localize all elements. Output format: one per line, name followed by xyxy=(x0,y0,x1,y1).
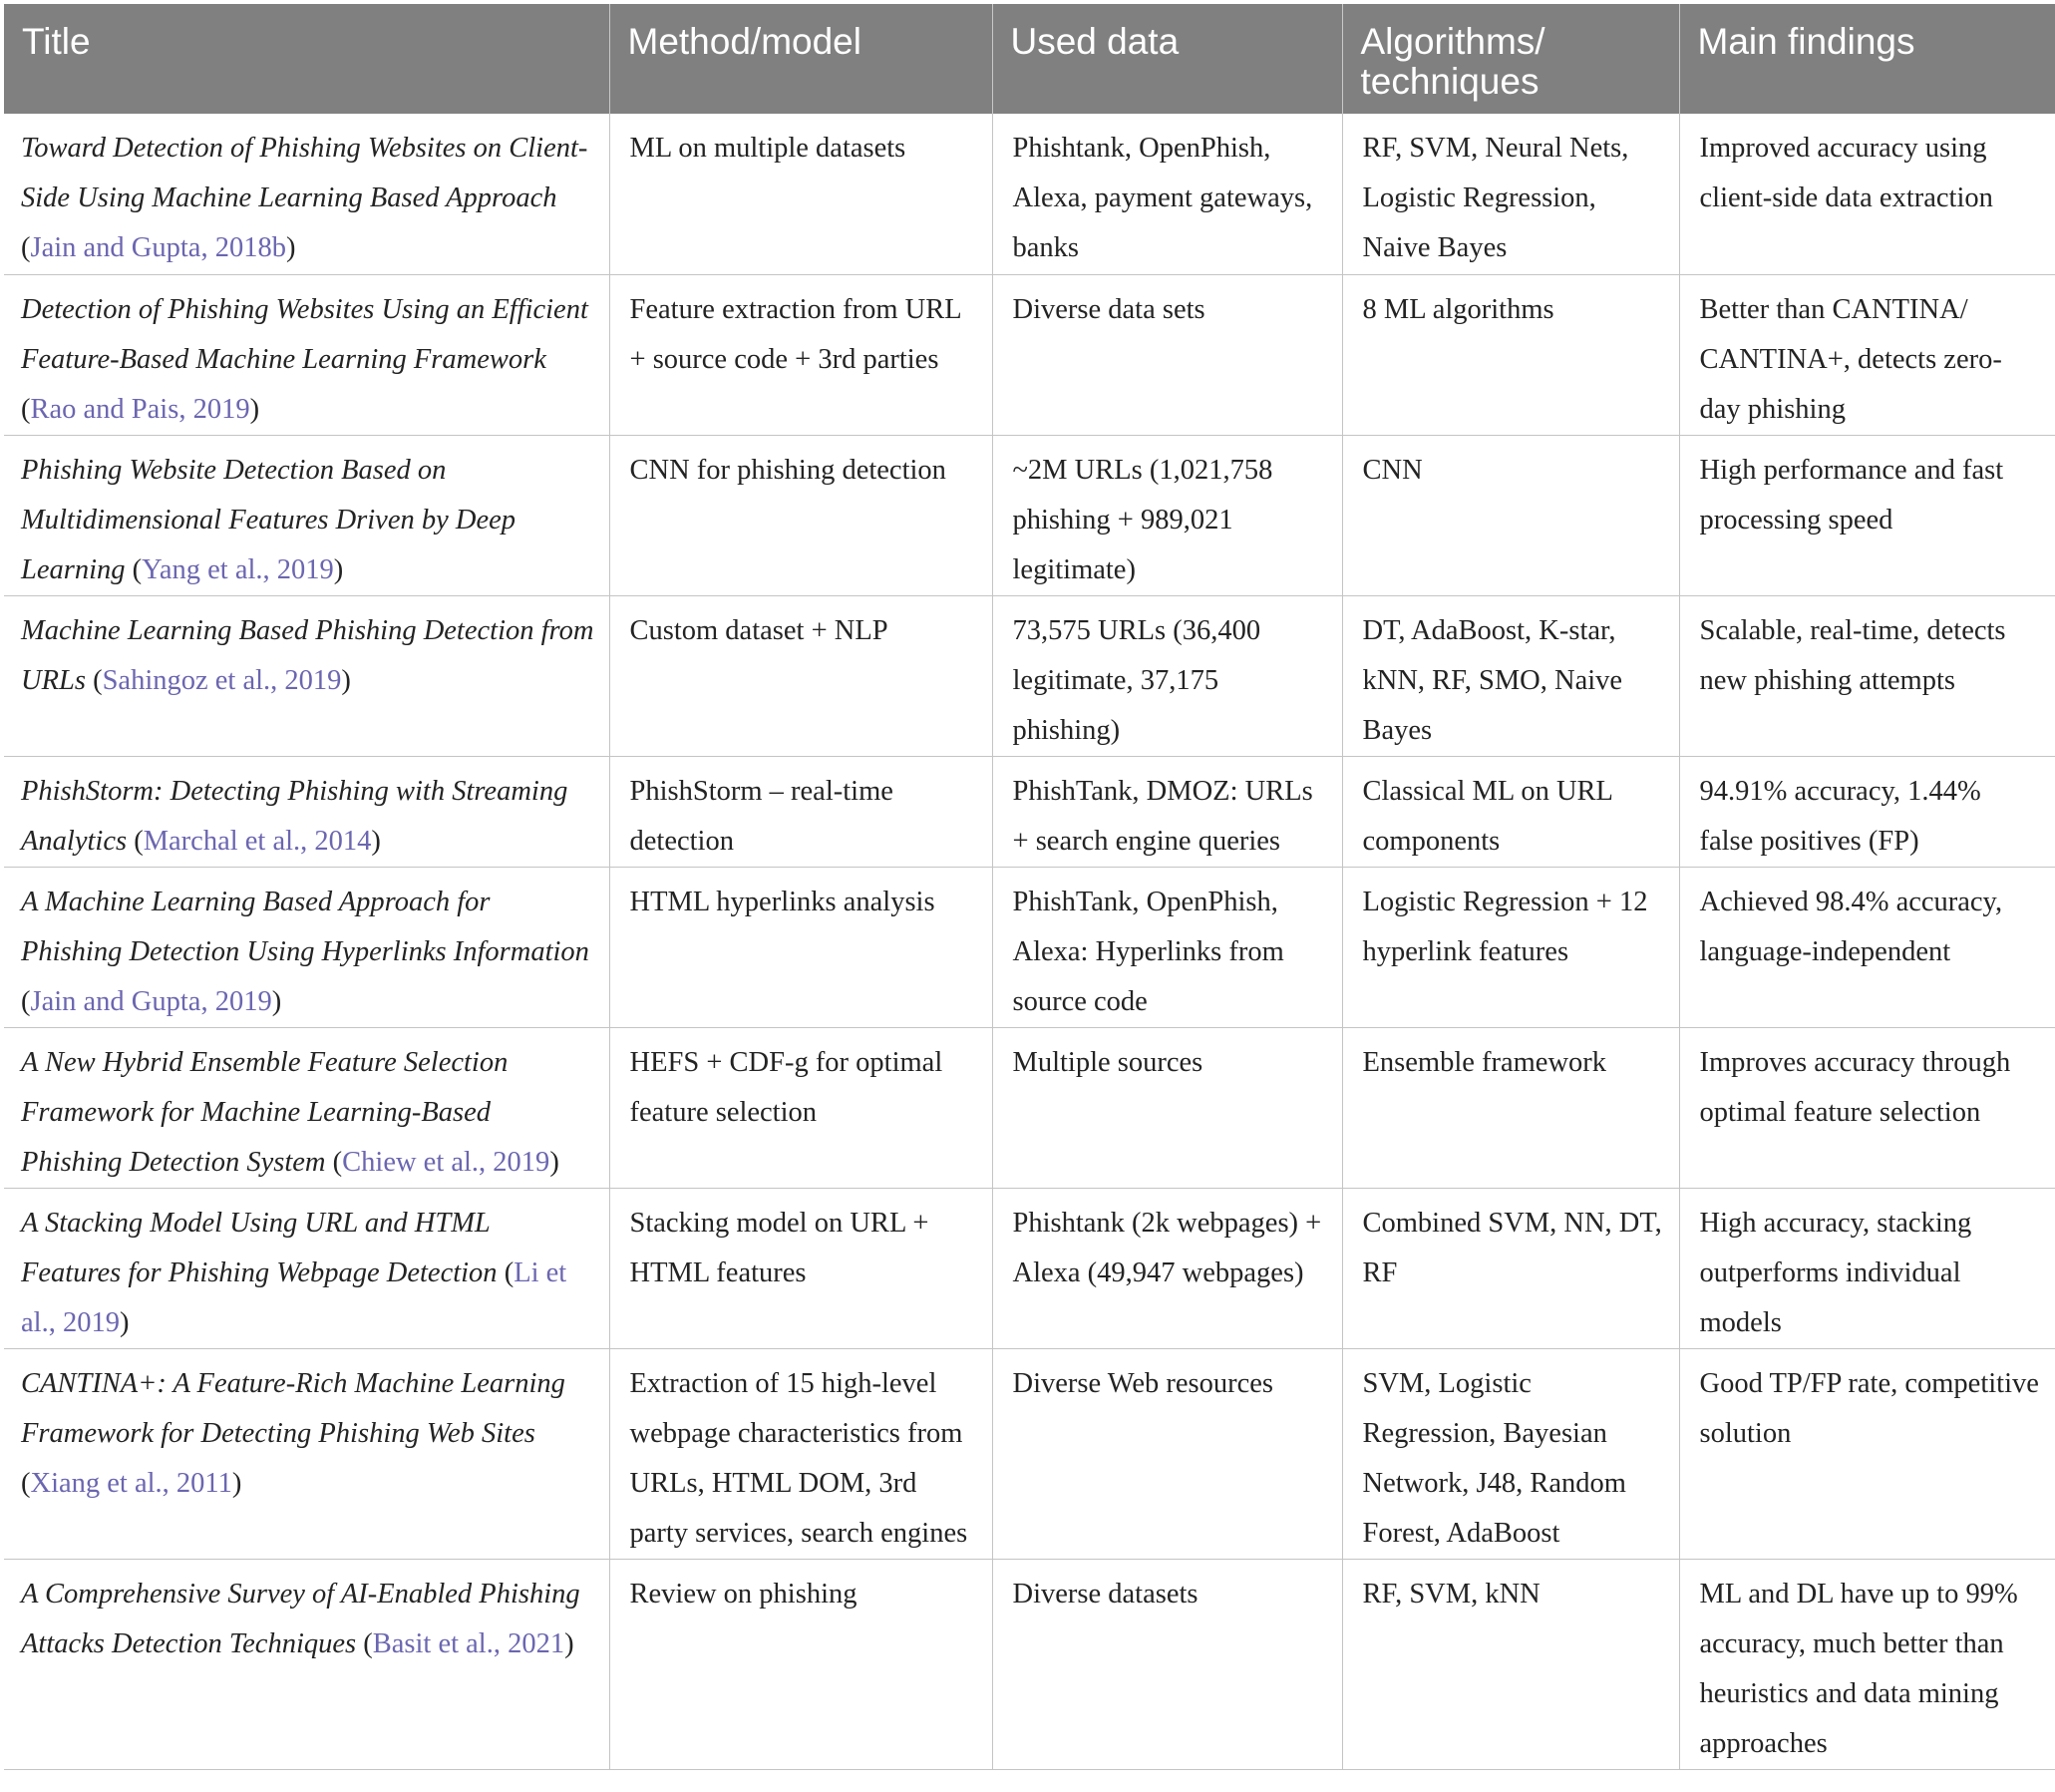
title-cell: Machine Learning Based Phishing Detection from URLs (Sahingoz et al., 2019) xyxy=(4,595,609,756)
data-cell: 73,575 URLs (36,400 legitimate, 37,175 phishing) xyxy=(992,595,1342,756)
algorithms-cell: Ensemble framework xyxy=(1342,1027,1679,1188)
citation-link[interactable]: Sahingoz et al., 2019 xyxy=(102,664,342,696)
data-cell: PhishTank, DMOZ: URLs + search engine queries xyxy=(992,756,1342,867)
method-cell: Feature extraction from URL + source code + 3rd parties xyxy=(609,274,992,435)
method-cell: HEFS + CDF-g for optimal feature selection xyxy=(609,1027,992,1188)
table-row xyxy=(4,595,2055,756)
data-cell: Diverse Web resources xyxy=(992,1348,1342,1559)
table-row xyxy=(4,435,2055,595)
title-cell: A New Hybrid Ensemble Feature Selection Framework for Machine Learning-Based Phishing Detection System (Chiew et al., 2019) xyxy=(4,1027,609,1188)
method-cell: PhishStorm – real-time detection xyxy=(609,756,992,867)
header-row xyxy=(4,4,2055,114)
paper-title: Phishing Website Detection Based on Multidimensional Features Driven by Deep Learning xyxy=(21,454,515,585)
table-row xyxy=(4,1027,2055,1188)
method-cell: Stacking model on URL + HTML features xyxy=(609,1188,992,1348)
title-cell: Toward Detection of Phishing Websites on Client-Side Using Machine Learning Based Approach (Jain and Gupta, 2018b) xyxy=(4,114,609,274)
paper-title: Machine Learning Based Phishing Detection from URLs xyxy=(21,614,594,696)
title-cell: PhishStorm: Detecting Phishing with Streaming Analytics (Marchal et al., 2014) xyxy=(4,756,609,867)
findings-cell: Better than CANTINA/ CANTINA+, detects zero-day phishing xyxy=(1679,274,2055,435)
findings-cell: High performance and fast processing speed xyxy=(1679,435,2055,595)
citation-link[interactable]: Chiew et al., 2019 xyxy=(342,1146,550,1178)
citation-link[interactable]: Jain and Gupta, 2019 xyxy=(30,985,272,1017)
paper-title: A Machine Learning Based Approach for Phishing Detection Using Hyperlinks Information xyxy=(21,886,589,967)
title-cell: A Comprehensive Survey of AI-Enabled Phishing Attacks Detection Techniques (Basit et al., 2021) xyxy=(4,1559,609,1769)
algorithms-cell: Logistic Regression + 12 hyperlink features xyxy=(1342,867,1679,1027)
findings-cell: Improves accuracy through optimal feature selection xyxy=(1679,1027,2055,1188)
citation-link[interactable]: Marchal et al., 2014 xyxy=(143,825,372,857)
title-cell: A Machine Learning Based Approach for Phishing Detection Using Hyperlinks Information (Jain and Gupta, 2019) xyxy=(4,867,609,1027)
method-cell: Custom dataset + NLP xyxy=(609,595,992,756)
data-cell: PhishTank, OpenPhish, Alexa: Hyperlinks from source code xyxy=(992,867,1342,1027)
header-main-findings: Main findings xyxy=(1679,4,2055,114)
table-body xyxy=(4,114,2055,1769)
paper-title: PhishStorm: Detecting Phishing with Streaming Analytics xyxy=(21,775,568,857)
method-cell: HTML hyperlinks analysis xyxy=(609,867,992,1027)
findings-cell: High accuracy, stacking outperforms individual models xyxy=(1679,1188,2055,1348)
literature-review-table xyxy=(4,4,2055,1770)
findings-cell: 94.91% accuracy, 1.44% false positives (FP) xyxy=(1679,756,2055,867)
table-row xyxy=(4,1188,2055,1348)
paper-title: A New Hybrid Ensemble Feature Selection Framework for Machine Learning-Based Phishing Detection System xyxy=(21,1046,509,1178)
data-cell: Diverse data sets xyxy=(992,274,1342,435)
paper-title: CANTINA+: A Feature-Rich Machine Learning Framework for Detecting Phishing Web Sites xyxy=(21,1367,565,1449)
table-row xyxy=(4,1559,2055,1769)
table-row xyxy=(4,114,2055,274)
header-used-data: Used data xyxy=(992,4,1342,114)
findings-cell: Scalable, real-time, detects new phishing attempts xyxy=(1679,595,2055,756)
citation-link[interactable]: Jain and Gupta, 2018b xyxy=(30,232,286,263)
citation-link[interactable]: Rao and Pais, 2019 xyxy=(30,393,250,425)
data-cell: Phishtank, OpenPhish, Alexa, payment gateways, banks xyxy=(992,114,1342,274)
header-title: Title xyxy=(4,4,609,114)
algorithms-cell: RF, SVM, kNN xyxy=(1342,1559,1679,1769)
table-row xyxy=(4,1348,2055,1559)
findings-cell: Improved accuracy using client-side data extraction xyxy=(1679,114,2055,274)
findings-cell: ML and DL have up to 99% accuracy, much better than heuristics and data mining approaches xyxy=(1679,1559,2055,1769)
paper-title: A Stacking Model Using URL and HTML Features for Phishing Webpage Detection xyxy=(21,1207,498,1288)
data-cell: Phishtank (2k webpages) + Alexa (49,947 webpages) xyxy=(992,1188,1342,1348)
citation-link[interactable]: Li et al., 2019 xyxy=(21,1256,567,1338)
header-algorithms-techniques: Algorithms/ techniques xyxy=(1342,4,1679,114)
method-cell: CNN for phishing detection xyxy=(609,435,992,595)
table-header xyxy=(4,4,2055,114)
title-cell: Detection of Phishing Websites Using an Efficient Feature-Based Machine Learning Framework (Rao and Pais, 2019) xyxy=(4,274,609,435)
table-row xyxy=(4,756,2055,867)
citation-link[interactable]: Basit et al., 2021 xyxy=(372,1627,565,1659)
title-cell: Phishing Website Detection Based on Multidimensional Features Driven by Deep Learning (Yang et al., 2019) xyxy=(4,435,609,595)
method-cell: Review on phishing xyxy=(609,1559,992,1769)
data-cell: ~2M URLs (1,021,758 phishing + 989,021 legitimate) xyxy=(992,435,1342,595)
paper-title: Detection of Phishing Websites Using an Efficient Feature-Based Machine Learning Framework xyxy=(21,293,588,375)
header-method-model: Method/model xyxy=(609,4,992,114)
algorithms-cell: CNN xyxy=(1342,435,1679,595)
algorithms-cell: Combined SVM, NN, DT, RF xyxy=(1342,1188,1679,1348)
citation-link[interactable]: Yang et al., 2019 xyxy=(142,553,334,585)
title-cell: CANTINA+: A Feature-Rich Machine Learning Framework for Detecting Phishing Web Sites (Xiang et al., 2011) xyxy=(4,1348,609,1559)
citation-link[interactable]: Xiang et al., 2011 xyxy=(30,1467,232,1499)
title-cell: A Stacking Model Using URL and HTML Features for Phishing Webpage Detection (Li et al., 2019) xyxy=(4,1188,609,1348)
table-row xyxy=(4,867,2055,1027)
paper-title: Toward Detection of Phishing Websites on Client-Side Using Machine Learning Based Approach xyxy=(21,133,588,213)
data-cell: Multiple sources xyxy=(992,1027,1342,1188)
algorithms-cell: 8 ML algorithms xyxy=(1342,274,1679,435)
findings-cell: Good TP/FP rate, competitive solution xyxy=(1679,1348,2055,1559)
method-cell: Extraction of 15 high-level webpage characteristics from URLs, HTML DOM, 3rd party services, search engines xyxy=(609,1348,992,1559)
algorithms-cell: Classical ML on URL components xyxy=(1342,756,1679,867)
method-cell: ML on multiple datasets xyxy=(609,114,992,274)
data-cell: Diverse datasets xyxy=(992,1559,1342,1769)
algorithms-cell: SVM, Logistic Regression, Bayesian Network, J48, Random Forest, AdaBoost xyxy=(1342,1348,1679,1559)
algorithms-cell: RF, SVM, Neural Nets, Logistic Regression, Naive Bayes xyxy=(1342,114,1679,274)
algorithms-cell: DT, AdaBoost, K-star, kNN, RF, SMO, Naive Bayes xyxy=(1342,595,1679,756)
paper-title: A Comprehensive Survey of AI-Enabled Phishing Attacks Detection Techniques xyxy=(21,1578,580,1659)
table-row xyxy=(4,274,2055,435)
findings-cell: Achieved 98.4% accuracy, language-independent xyxy=(1679,867,2055,1027)
